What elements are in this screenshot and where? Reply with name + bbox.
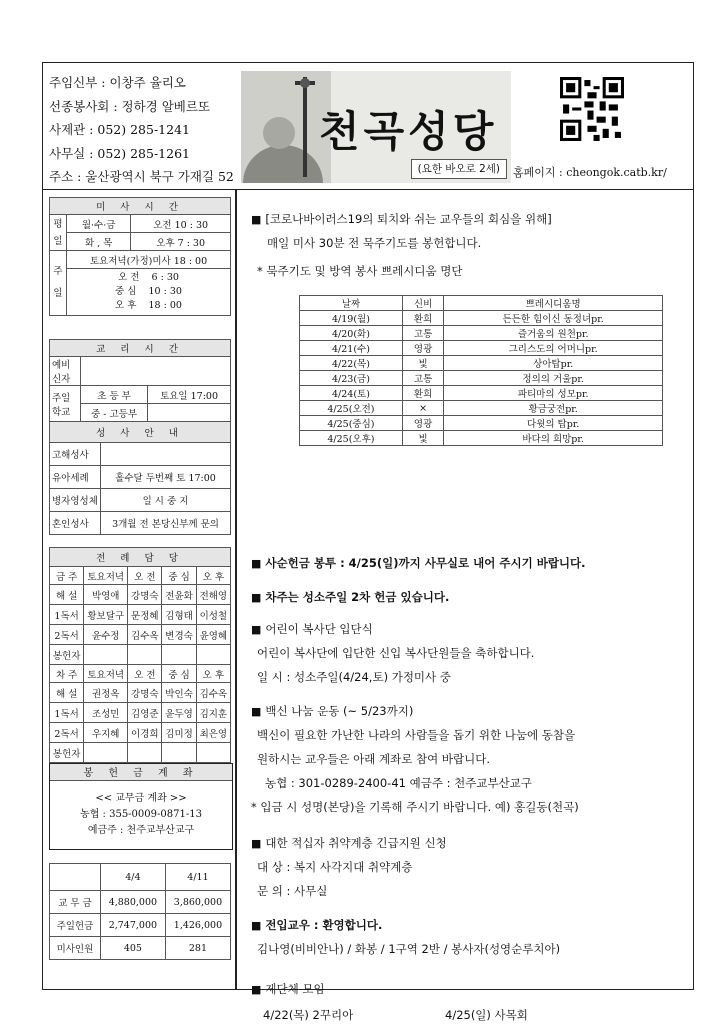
roster-header-cell: 토요저녁 xyxy=(84,665,128,683)
column-divider xyxy=(235,189,237,989)
sacrament-info xyxy=(49,421,231,535)
offering-cell: 1,426,000 xyxy=(165,914,230,937)
schedule-cell: 영광 xyxy=(402,341,443,356)
roster-cell: 윤영혜 xyxy=(196,625,230,645)
roster-header-cell: 중 심 xyxy=(162,567,196,585)
schedule-header-cell: 신비 xyxy=(402,296,443,311)
roster-cell: 권정옥 xyxy=(84,683,128,703)
roster-cell: 1독서 xyxy=(50,703,84,723)
roster-cell: 봉헌자 xyxy=(50,645,84,665)
mass-time: 오후 7 : 30 xyxy=(131,233,231,251)
qr-code-icon[interactable] xyxy=(560,77,624,141)
table-row xyxy=(50,585,231,605)
liturgy-title: 전 례 담 당 xyxy=(50,548,231,567)
info-line: 주임신부 : 이창주 율리오 xyxy=(49,75,186,90)
schedule-cell: 고통 xyxy=(402,326,443,341)
notice-meetings: ■ 제단체 모임 xyxy=(251,982,325,996)
table-row xyxy=(50,703,231,723)
offering-table xyxy=(49,863,231,960)
meeting-item: 4/22(목) 2꾸리아 xyxy=(263,1008,354,1022)
schedule-cell: 4/24(토) xyxy=(300,386,403,401)
roster-cell: 우지혜 xyxy=(84,723,128,743)
square-bullet-icon: ■ xyxy=(251,591,262,604)
table-row xyxy=(300,296,663,311)
roster-header-cell: 오 전 xyxy=(128,665,162,683)
offering-cell: 4,880,000 xyxy=(100,891,165,914)
notice-text: 대 상 : 복지 사각지대 취약계층 xyxy=(257,860,413,874)
roster-cell: 전윤화 xyxy=(162,585,196,605)
notice-vaccine: ■ 백신 나눔 운동 (~ 5/23까지) xyxy=(251,704,414,718)
notice-text: 원하시는 교우들은 아래 계좌로 참여 바랍니다. xyxy=(257,752,491,766)
sunday-label: 주 일 xyxy=(50,251,67,316)
roster-cell: 해 설 xyxy=(50,683,84,703)
roster-cell xyxy=(196,645,230,665)
roster-header-cell: 토요저녁 xyxy=(84,567,128,585)
table-row xyxy=(50,914,231,937)
roster-cell: 강명숙 xyxy=(128,683,162,703)
offering-cell: 405 xyxy=(100,937,165,960)
notice-welcome: ■ 전입교우 : 환영합니다. xyxy=(251,918,383,932)
table-row xyxy=(300,356,663,371)
notice-text: * 입금 시 성명(본당)을 기록해 주시기 바랍니다. 예) 홍길동(천곡) xyxy=(251,800,579,814)
patron-saint: (요한 바오로 2세) xyxy=(411,159,507,179)
schedule-cell: 4/21(수) xyxy=(300,341,403,356)
table-row xyxy=(300,326,663,341)
schedule-cell: 4/25(중심) xyxy=(300,416,403,431)
offering-cell: 3,860,000 xyxy=(165,891,230,914)
schedule-cell: 파티마의 성모pr. xyxy=(444,386,663,401)
schedule-cell: 다윗의 탑pr. xyxy=(444,416,663,431)
roster-header-cell: 금 주 xyxy=(50,567,84,585)
notice-collection: ■ 차주는 성소주일 2차 헌금 있습니다. xyxy=(251,590,450,604)
roster-cell: 김형태 xyxy=(162,605,196,625)
saturday-mass: 토요저녁(가정)미사 18 : 00 xyxy=(67,251,231,269)
catechism-time: 토요일 17:00 xyxy=(148,386,231,404)
roster-cell: 이경희 xyxy=(128,723,162,743)
roster-header-cell: 오 후 xyxy=(196,665,230,683)
offering-header-cell xyxy=(50,864,101,891)
contact-info xyxy=(49,71,234,189)
sacrament-title: 성 사 안 내 xyxy=(50,422,231,443)
mass-days: 월·수·금 xyxy=(67,215,131,233)
roster-cell: 윤두영 xyxy=(162,703,196,723)
roster-cell: 조성민 xyxy=(84,703,128,723)
liturgy-roster xyxy=(49,547,231,763)
table-row xyxy=(50,864,231,891)
table-row xyxy=(50,665,231,683)
square-bullet-icon: ■ xyxy=(251,213,262,226)
roster-cell xyxy=(162,645,196,665)
schedule-cell: 빛 xyxy=(402,431,443,446)
roster-cell: 봉헌자 xyxy=(50,743,84,763)
square-bullet-icon: ■ xyxy=(251,623,262,636)
notice-text: 매일 미사 30분 전 묵주기도를 봉헌합니다. xyxy=(267,236,482,250)
sacrament-name: 병자영성체 xyxy=(50,489,101,512)
roster-cell: 이성철 xyxy=(196,605,230,625)
roster-header-cell: 중 심 xyxy=(162,665,196,683)
mass-times xyxy=(49,197,231,316)
table-row xyxy=(300,386,663,401)
notice-text: 백신이 필요한 가난한 나라의 사람들을 돕기 위한 나눔에 동참을 xyxy=(257,728,576,742)
roster-cell: 2독서 xyxy=(50,723,84,743)
notice-text: 문 의 : 사무실 xyxy=(257,884,328,898)
roster-header-cell: 차 주 xyxy=(50,665,84,683)
roster-cell: 강명숙 xyxy=(128,585,162,605)
roster-cell: 변경숙 xyxy=(162,625,196,645)
roster-cell xyxy=(196,743,230,763)
schedule-cell: 환희 xyxy=(402,311,443,326)
mass-title: 미 사 시 간 xyxy=(50,198,231,215)
catechism-class: 중 - 고등부 xyxy=(81,404,148,422)
mass-days: 화 , 목 xyxy=(67,233,131,251)
notice-altar-servers: ■ 어린이 복사단 입단식 xyxy=(251,622,373,636)
roster-cell xyxy=(128,645,162,665)
sacrament-detail: 일 시 중 지 xyxy=(101,489,231,512)
schedule-cell: 4/22(목) xyxy=(300,356,403,371)
notice-text: 김나영(비비안나) / 화봉 / 1구역 2반 / 봉사자(성영순루치아) xyxy=(257,942,561,956)
table-row xyxy=(50,891,231,914)
account-box xyxy=(49,763,231,850)
offering-cell: 2,747,000 xyxy=(100,914,165,937)
meeting-item: 4/25(일) 사목회 xyxy=(445,1008,528,1022)
account-holder: 예금주 : 천주교부산교구 xyxy=(87,825,195,836)
notice-text: * 묵주기도 및 방역 봉사 쁘레시디움 명단 xyxy=(257,264,463,278)
schedule-cell: × xyxy=(402,401,443,416)
schedule-cell: 4/20(화) xyxy=(300,326,403,341)
schedule-header-cell: 날짜 xyxy=(300,296,403,311)
rosary-schedule xyxy=(299,295,663,446)
schedule-cell: 영광 xyxy=(402,416,443,431)
homepage-link[interactable]: 홈페이지 : cheongok.catb.kr/ xyxy=(513,166,667,179)
table-row xyxy=(300,311,663,326)
schedule-header-cell: 쁘레시디움명 xyxy=(444,296,663,311)
table-row xyxy=(50,605,231,625)
info-line: 주소 : 울산광역시 북구 가재길 52 xyxy=(49,169,234,184)
table-row xyxy=(50,937,231,960)
schedule-cell: 빛 xyxy=(402,356,443,371)
schedule-cell: 4/25(오전) xyxy=(300,401,403,416)
notice-text: 어린이 복사단에 입단한 신입 복사단원들을 축하합니다. xyxy=(257,646,535,660)
schedule-cell: 고통 xyxy=(402,371,443,386)
sacrament-name: 유아세례 xyxy=(50,466,101,489)
catechism-times xyxy=(49,339,231,422)
info-line: 선종봉사회 : 정하경 알베르또 xyxy=(49,98,211,114)
schedule-cell: 환희 xyxy=(402,386,443,401)
roster-cell: 박인숙 xyxy=(162,683,196,703)
roster-cell: 전해영 xyxy=(196,585,230,605)
table-row xyxy=(300,401,663,416)
table-row xyxy=(300,341,663,356)
offering-header-cell: 4/4 xyxy=(100,864,165,891)
table-row xyxy=(50,723,231,743)
roster-cell: 박영애 xyxy=(84,585,128,605)
notice-lent: ■ 사순헌금 봉투 : 4/25(일)까지 사무실로 내어 주시기 바랍니다. xyxy=(251,556,586,570)
table-row xyxy=(50,645,231,665)
schedule-cell: 상아탑pr. xyxy=(444,356,663,371)
notice-text: 일 시 : 성소주일(4/24,토) 가정미사 중 xyxy=(257,670,451,684)
roster-cell: 문정혜 xyxy=(128,605,162,625)
square-bullet-icon: ■ xyxy=(251,919,262,932)
roster-cell: 김영준 xyxy=(128,703,162,723)
account-number: 농협 : 355-0009-0871-13 xyxy=(80,809,202,820)
roster-cell: 2독서 xyxy=(50,625,84,645)
schedule-cell: 즐거움의 원천pr. xyxy=(444,326,663,341)
roster-cell: 김지훈 xyxy=(196,703,230,723)
table-row xyxy=(300,416,663,431)
roster-header-cell: 오 전 xyxy=(128,567,162,585)
roster-cell: 최은영 xyxy=(196,723,230,743)
square-bullet-icon: ■ xyxy=(251,557,262,570)
sacrament-name: 고해성사 xyxy=(50,443,101,466)
parish-title: 천곡성당 xyxy=(319,107,498,156)
offering-cell: 교 무 금 xyxy=(50,891,101,914)
schedule-cell: 정의의 거울pr. xyxy=(444,371,663,386)
square-bullet-icon: ■ xyxy=(251,705,262,718)
roster-cell: 김수옥 xyxy=(196,683,230,703)
info-line: 사제관 : 052) 285-1241 xyxy=(49,122,190,137)
offering-cell: 주일헌금 xyxy=(50,914,101,937)
square-bullet-icon: ■ xyxy=(251,983,262,996)
sunday-masses: 오 전 6 : 30 중 심 10 : 30 오 후 18 : 00 xyxy=(67,269,231,316)
sacrament-detail: 3개월 전 본당신부께 문의 xyxy=(101,512,231,535)
roster-cell: 김미정 xyxy=(162,723,196,743)
pope-image xyxy=(241,71,331,183)
notice-covid: ■ [코로나바이러스19의 퇴치와 쉬는 교우들의 회심을 위해] xyxy=(251,212,552,226)
roster-cell xyxy=(84,743,128,763)
schedule-cell: 황금궁전pr. xyxy=(444,401,663,416)
catechism-label: 예비 신자 xyxy=(50,357,81,386)
schedule-cell: 든든한 힘이신 동정녀pr. xyxy=(444,311,663,326)
weekday-label: 평 일 xyxy=(50,215,67,251)
table-row xyxy=(300,371,663,386)
roster-cell xyxy=(128,743,162,763)
notice-text: 농협 : 301-0289-2400-41 예금주 : 천주교부산교구 xyxy=(265,776,532,790)
table-row xyxy=(50,683,231,703)
table-row xyxy=(50,743,231,763)
roster-header-cell: 오 후 xyxy=(196,567,230,585)
schedule-cell: 4/23(금) xyxy=(300,371,403,386)
offering-header-cell: 4/11 xyxy=(165,864,230,891)
table-row xyxy=(50,567,231,585)
catechism-label: 주일 학교 xyxy=(50,386,81,422)
offering-cell: 281 xyxy=(165,937,230,960)
table-row xyxy=(50,625,231,645)
offering-cell: 미사인원 xyxy=(50,937,101,960)
notice-red-cross: ■ 대한 적십자 취약계층 긴급지원 신청 xyxy=(251,836,447,850)
sacrament-detail xyxy=(101,443,231,466)
schedule-cell: 4/19(월) xyxy=(300,311,403,326)
header xyxy=(43,63,693,190)
bulletin-frame xyxy=(42,62,694,1022)
roster-cell xyxy=(84,645,128,665)
mass-time: 오전 10 : 30 xyxy=(131,215,231,233)
table-row xyxy=(300,431,663,446)
sacrament-detail: 홀수달 두번째 토 17:00 xyxy=(101,466,231,489)
info-line: 사무실 : 052) 285-1261 xyxy=(49,145,190,161)
roster-cell: 황보달구 xyxy=(84,605,128,625)
account-title: 봉 헌 금 계 좌 xyxy=(50,764,232,781)
schedule-cell: 4/25(오후) xyxy=(300,431,403,446)
account-heading: << 교무금 계좌 >> xyxy=(95,793,187,804)
schedule-cell: 그리스도의 어머니pr. xyxy=(444,341,663,356)
roster-cell: 1독서 xyxy=(50,605,84,625)
square-bullet-icon: ■ xyxy=(251,837,262,850)
roster-cell: 김수옥 xyxy=(128,625,162,645)
schedule-cell: 바다의 희망pr. xyxy=(444,431,663,446)
banner xyxy=(241,71,511,183)
roster-cell: 해 설 xyxy=(50,585,84,605)
roster-cell: 윤수정 xyxy=(84,625,128,645)
roster-cell xyxy=(162,743,196,763)
catechism-class: 초 등 부 xyxy=(81,386,148,404)
sacrament-name: 혼인성사 xyxy=(50,512,101,535)
catechism-title: 교 리 시 간 xyxy=(50,340,231,357)
